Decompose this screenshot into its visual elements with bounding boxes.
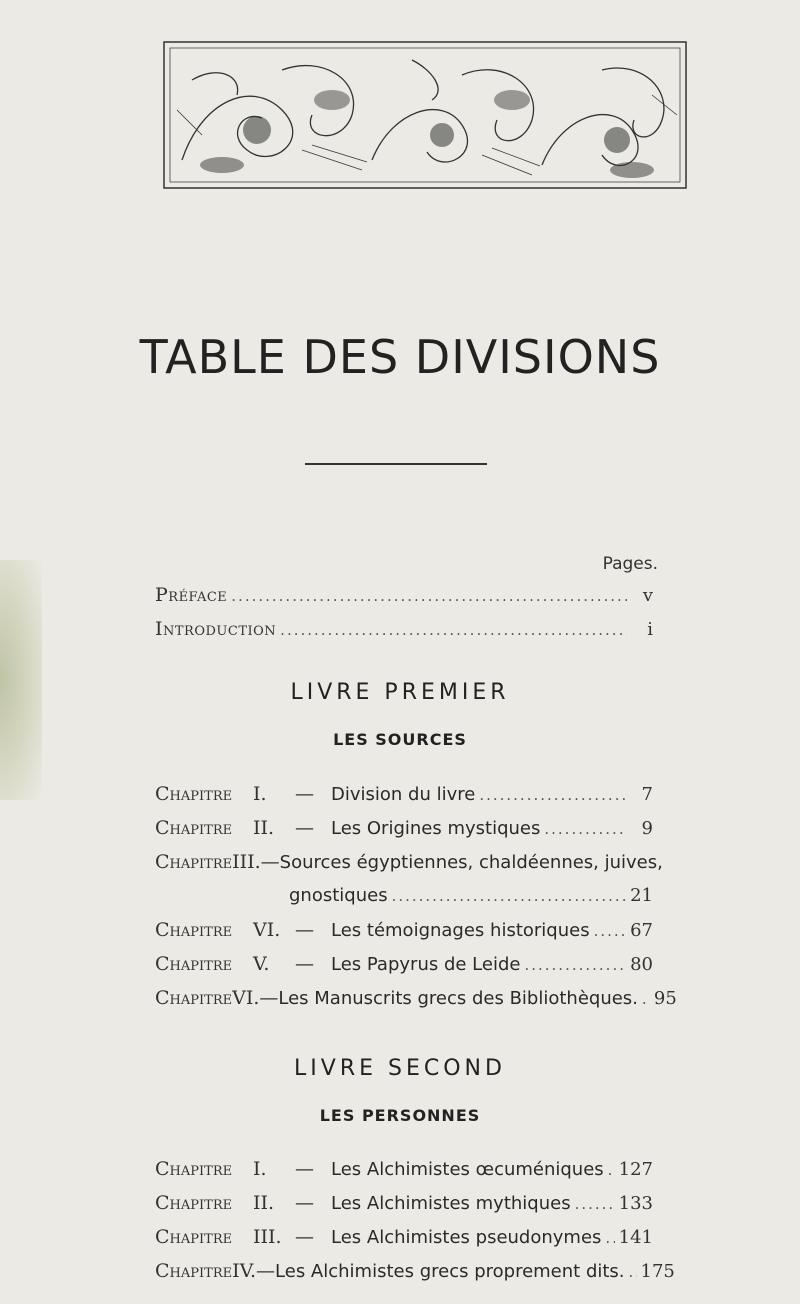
title-divider: [305, 463, 487, 465]
page-number: 21: [630, 885, 653, 906]
section-title: LES SOURCES: [333, 730, 467, 749]
chapter-number: I.: [253, 1158, 267, 1180]
page-number: 133: [618, 1193, 653, 1214]
leader-dots: [605, 1229, 614, 1247]
toc-chapter-entry: [155, 987, 677, 1013]
leader-dots: [280, 621, 627, 639]
page-number: 67: [630, 920, 653, 941]
chapter-word: Chapitre: [155, 817, 233, 839]
page-number: v: [642, 585, 653, 606]
chapter-number: III.: [232, 851, 261, 873]
toc-entry-introduction: [155, 618, 653, 644]
leader-dots: [231, 587, 627, 605]
chapter-word: Chapitre: [155, 919, 233, 941]
page-number: 95: [653, 988, 677, 1009]
chapter-title: Les Origines mystiques: [331, 818, 541, 839]
book-title: LIVRE SECOND: [294, 1056, 506, 1081]
entry-label: Préface: [155, 584, 228, 606]
chapter-number: VI.: [232, 987, 260, 1009]
leader-dots: [524, 956, 626, 974]
chapter-title-continuation: gnostiques: [289, 885, 388, 906]
chapter-title: Les Alchimistes œcuméniques: [331, 1159, 604, 1180]
toc-chapter-entry: [155, 919, 653, 945]
leader-dots: [642, 990, 650, 1008]
chapter-dash: —: [295, 817, 314, 839]
chapter-word: Chapitre: [155, 1260, 233, 1282]
toc-chapter-entry: [155, 817, 653, 843]
chapter-title: Les Alchimistes mythiques: [331, 1193, 571, 1214]
leader-dots: [544, 820, 627, 838]
page-number: 175: [640, 1261, 675, 1282]
chapter-title: Les Alchimistes pseudonymes: [331, 1227, 602, 1248]
chapter-dash: —: [260, 851, 280, 873]
chapter-word: Chapitre: [155, 987, 233, 1009]
chapter-dash: —: [256, 1260, 276, 1282]
book-title: LIVRE PREMIER: [290, 680, 510, 705]
chapter-dash: —: [295, 953, 314, 975]
toc-chapter-entry: [155, 1226, 653, 1252]
toc-chapter-entry: [155, 1158, 653, 1184]
toc-chapter-entry: [155, 953, 653, 979]
chapter-dash: —: [295, 1192, 314, 1214]
pages-column-header: Pages.: [602, 554, 658, 574]
chapter-number: IV.: [232, 1260, 257, 1282]
chapter-dash: —: [295, 919, 314, 941]
decorative-headpiece-ornament: [162, 40, 688, 190]
leader-dots: [575, 1195, 615, 1213]
chapter-number: III.: [253, 1226, 282, 1248]
chapter-word: Chapitre: [155, 953, 233, 975]
chapter-word: Chapitre: [155, 1192, 233, 1214]
chapter-number: I.: [253, 783, 267, 805]
entry-label: Introduction: [155, 618, 277, 640]
chapter-dash: —: [295, 783, 314, 805]
section-title: LES PERSONNES: [319, 1106, 481, 1125]
page-number: 127: [618, 1159, 653, 1180]
chapter-title: Les Papyrus de Leide: [331, 954, 521, 975]
chapter-dash: —: [259, 987, 279, 1009]
page-number: i: [647, 619, 653, 640]
toc-chapter-continuation: [155, 885, 653, 911]
toc-entry-preface: [155, 584, 653, 610]
chapter-title: Les Alchimistes grecs proprement dits.: [275, 1261, 625, 1282]
chapter-word: Chapitre: [155, 1226, 233, 1248]
page-title: TABLE DES DIVISIONS: [139, 330, 661, 384]
page-number: 80: [630, 954, 653, 975]
chapter-word: Chapitre: [155, 1158, 233, 1180]
chapter-title: Les témoignages historiques: [331, 920, 590, 941]
chapter-dash: —: [295, 1158, 314, 1180]
chapter-number: VI.: [253, 919, 281, 941]
leader-dots: [479, 786, 627, 804]
chapter-number: V.: [253, 953, 270, 975]
leader-dots: [392, 887, 627, 905]
page-number: 9: [641, 818, 653, 839]
page-number: 141: [618, 1227, 653, 1248]
chapter-word: Chapitre: [155, 851, 233, 873]
leader-dots: [594, 922, 627, 940]
toc-chapter-entry: [155, 851, 663, 877]
toc-chapter-entry: [155, 1260, 675, 1286]
chapter-title: Division du livre: [331, 784, 476, 805]
toc-chapter-entry: [155, 1192, 653, 1218]
page-number: 7: [641, 784, 653, 805]
chapter-number: II.: [253, 817, 275, 839]
chapter-number: II.: [253, 1192, 275, 1214]
chapter-title: Sources égyptiennes, chaldéennes, juives,: [279, 852, 663, 873]
leader-dots: [629, 1263, 637, 1281]
chapter-word: Chapitre: [155, 783, 233, 805]
toc-chapter-entry: [155, 783, 653, 809]
chapter-title: Les Manuscrits grecs des Bibliothèques.: [278, 988, 638, 1009]
chapter-dash: —: [295, 1226, 314, 1248]
leader-dots: [608, 1161, 615, 1179]
